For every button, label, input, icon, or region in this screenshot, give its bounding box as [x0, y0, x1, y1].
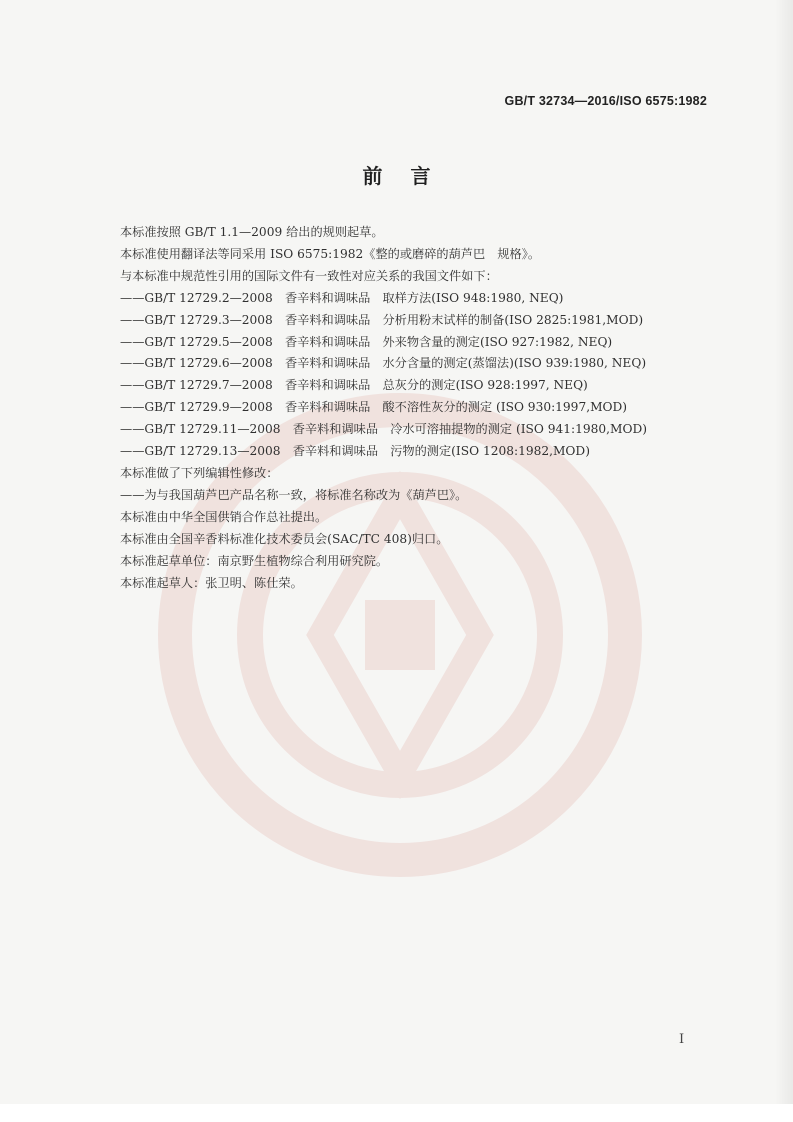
- standard-code-header: GB/T 32734—2016/ISO 6575:1982: [504, 94, 707, 108]
- page-number: I: [679, 1032, 685, 1047]
- paragraph-references-intro: 与本标准中规范性引用的国际文件有一致性对应关系的我国文件如下：: [120, 268, 498, 283]
- reference-item: ——GB/T 12729.11—2008 香辛料和调味品 冷水可溶抽提物的测定 (ISO 941:1980,MOD): [120, 422, 648, 437]
- reference-item: ——GB/T 12729.6—2008 香辛料和调味品 水分含量的测定(蒸馏法)(ISO 939:1980, NEQ): [120, 356, 647, 371]
- paragraph-proposer: 本标准由中华全国供销合作总社提出。: [120, 509, 328, 524]
- reference-item: ——GB/T 12729.7—2008 香辛料和调味品 总灰分的测定(ISO 928:1997, NEQ): [120, 378, 588, 393]
- reference-item: ——GB/T 12729.3—2008 香辛料和调味品 分析用粉末试样的制备(ISO 2825:1981,MOD): [120, 312, 644, 327]
- reference-item: ——GB/T 12729.5—2008 香辛料和调味品 外来物含量的测定(ISO 927:1982, NEQ): [120, 334, 613, 349]
- page-bottom-margin: [0, 1104, 793, 1122]
- page-title: 前言: [362, 164, 459, 188]
- paragraph-drafting-rules: 本标准按照 GB/T 1.1—2009 给出的规则起草。: [120, 225, 384, 239]
- reference-item: ——GB/T 12729.2—2008 香辛料和调味品 取样方法(ISO 948:1980, NEQ): [120, 290, 564, 305]
- editorial-item: ——为与我国葫芦巴产品名称一致，将标准名称改为《葫芦巴》。: [120, 487, 468, 502]
- paragraph-committee: 本标准由全国辛香料标准化技术委员会(SAC/TC 408)归口。: [120, 531, 449, 546]
- paragraph-drafting-unit: 本标准起草单位：南京野生植物综合利用研究院。: [120, 553, 389, 568]
- reference-item: ——GB/T 12729.9—2008 香辛料和调味品 酸不溶性灰分的测定 (ISO 930:1997,MOD): [120, 400, 628, 415]
- paragraph-drafters: 本标准起草人：张卫明、陈仕荣。: [120, 575, 303, 590]
- reference-item: ——GB/T 12729.13—2008 香辛料和调味品 污物的测定(ISO 1208:1982,MOD): [120, 444, 590, 459]
- paragraph-adoption: 本标准使用翻译法等同采用 ISO 6575:1982《整的或磨碎的葫芦巴 规格》。: [120, 246, 541, 261]
- foreword-body: [120, 222, 720, 594]
- paragraph-editorial-intro: 本标准做了下列编辑性修改：: [120, 465, 279, 480]
